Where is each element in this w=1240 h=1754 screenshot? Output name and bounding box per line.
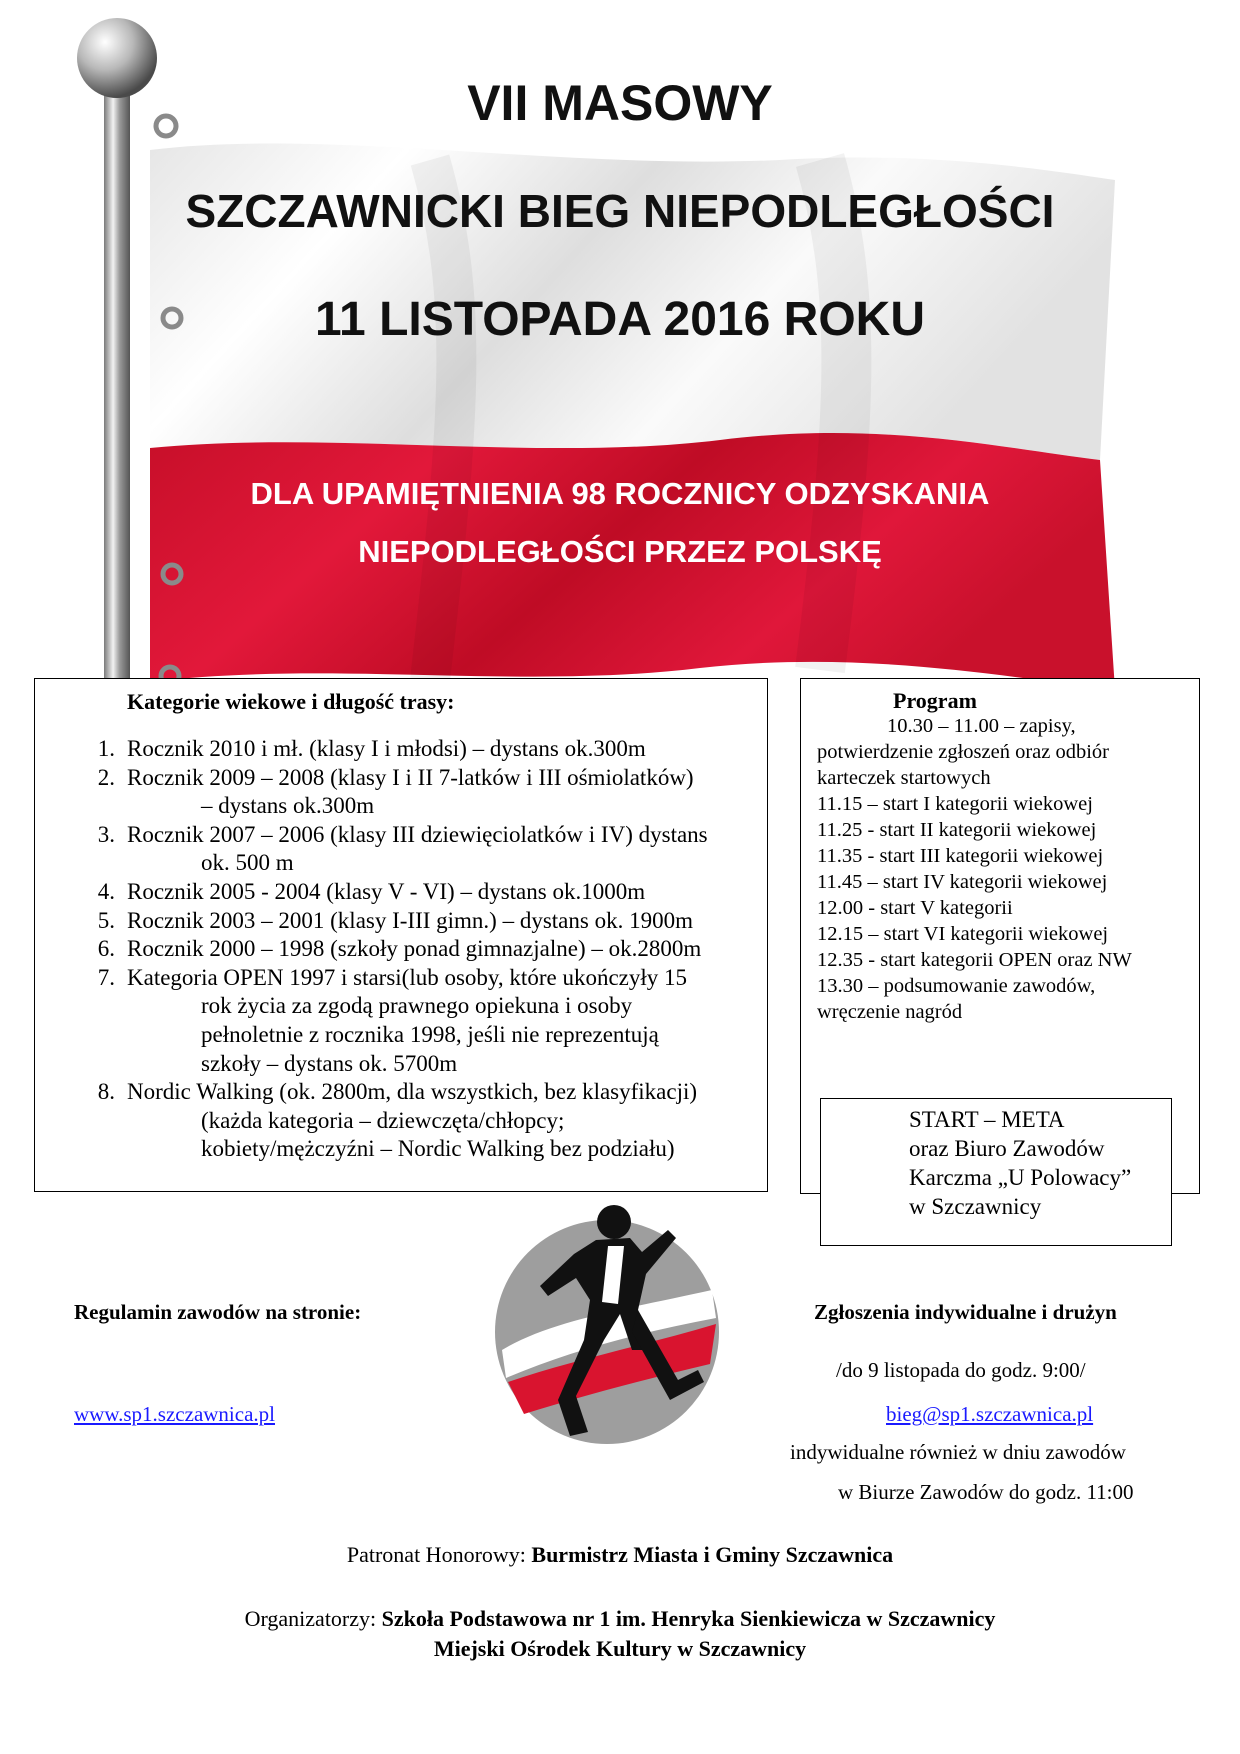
list-item [35, 821, 753, 878]
list-item [35, 907, 753, 936]
start-meta-box [820, 1098, 1172, 1246]
list-item [35, 935, 753, 964]
list-item-text: pełnoletnie z rocznika 1998, jeśli nie reprezentują [201, 1021, 659, 1047]
program-line: 12.00 - start V kategorii [817, 897, 1013, 919]
list-item-text: Rocznik 2009 – 2008 (klasy I i II 7-latków i III ośmiolatków) [127, 764, 694, 790]
list-item-number: 2. [97, 764, 115, 790]
organizatorzy-prefix: Organizatorzy: [244, 1606, 382, 1631]
program-heading: Program [893, 688, 977, 713]
list-item-text: rok życia za zgodą prawnego opiekuna i osoby [201, 993, 633, 1019]
list-item-text: ok. 500 m [201, 850, 294, 876]
list-item-number: 7. [97, 964, 115, 990]
list-item [35, 964, 753, 1078]
patronat-line [0, 1542, 1240, 1568]
regulamin-label: Regulamin zawodów na stronie: [74, 1300, 362, 1324]
start-meta-line: Karczma „U Polowacy” [909, 1165, 1132, 1190]
program-line: 11.45 – start IV kategorii wiekowej [817, 871, 1108, 893]
organizatorzy-school: Szkoła Podstawowa nr 1 im. Henryka Sienkiewicza w Szczawnicy [381, 1606, 996, 1631]
list-item [35, 1078, 753, 1164]
patronat-prefix: Patronat Honorowy: [346, 1542, 532, 1567]
list-item-text: Kategoria OPEN 1997 i starsi(lub osoby, które ukończyły 15 [127, 964, 687, 990]
list-item-text: Rocznik 2005 - 2004 (klasy V - VI) – dystans ok.1000m [127, 878, 646, 904]
program-line: 11.35 - start III kategorii wiekowej [817, 845, 1104, 867]
categories-box [34, 678, 768, 1192]
program-line: potwierdzenie zgłoszeń oraz odbiór [817, 741, 1110, 763]
program-line: karteczek startowych [817, 767, 991, 789]
zgloszenia-deadline: /do 9 listopada do godz. 9:00/ [836, 1358, 1086, 1382]
headline-edition: VII MASOWY [467, 75, 773, 131]
subtitle-line-2: NIEPODLEGŁOŚCI PRZEZ POLSKĘ [358, 534, 882, 569]
list-item-number: 3. [97, 821, 115, 847]
list-item-text: kobiety/mężczyźni – Nordic Walking bez podziału) [201, 1136, 675, 1162]
program-line: wręczenie nagród [817, 1001, 963, 1023]
list-item-number: 1. [97, 736, 115, 761]
list-item-text: – dystans ok.300m [201, 793, 375, 819]
subtitle-line-1: DLA UPAMIĘTNIENIA 98 ROCZNICY ODZYSKANIA [250, 476, 990, 511]
list-item-text: Nordic Walking (ok. 2800m, dla wszystkich, bez klasyfikacji) [127, 1079, 698, 1105]
program-line: 12.35 - start kategorii OPEN oraz NW [817, 949, 1132, 971]
program-line: 12.15 – start VI kategorii wiekowej [817, 923, 1109, 945]
list-item [35, 735, 753, 764]
program-line: 11.25 - start II kategorii wiekowej [817, 819, 1097, 841]
list-item-text: Rocznik 2007 – 2006 (klasy III dziewięciolatków i IV) dystans [127, 821, 708, 847]
zgloszenia-line3: indywidualne również w dniu zawodów [790, 1440, 1126, 1464]
zgloszenia-line4: w Biurze Zawodów do godz. 11:00 [838, 1480, 1134, 1504]
list-item-number: 8. [97, 1079, 115, 1105]
organizatorzy-line-2: Miejski Ośrodek Kultury w Szczawnicy [433, 1636, 807, 1661]
start-meta-line: w Szczawnicy [909, 1194, 1042, 1219]
categories-heading: Kategorie wiekowe i długość trasy: [127, 689, 455, 714]
list-item-text: Rocznik 2003 – 2001 (klasy I-III gimn.) – dystans ok. 1900m [127, 907, 693, 933]
headline-date: 11 LISTOPADA 2016 ROKU [315, 293, 925, 346]
program-line: 10.30 – 11.00 – zapisy, [887, 715, 1076, 737]
zgloszenia-label: Zgłoszenia indywidualne i drużyn [814, 1300, 1117, 1324]
list-item-number: 6. [97, 936, 115, 962]
program-list [817, 713, 1199, 1025]
start-meta-line: oraz Biuro Zawodów [909, 1136, 1105, 1161]
runner-logo [492, 1200, 722, 1450]
list-item-text: Rocznik 2010 i mł. (klasy I i młodsi) – dystans ok.300m [127, 736, 646, 761]
categories-list [35, 735, 753, 1164]
start-meta-line: START – META [909, 1107, 1065, 1132]
list-item-text: Rocznik 2000 – 1998 (szkoły ponad gimnazjalne) – ok.2800m [127, 936, 702, 962]
zgloszenia-email-link[interactable]: bieg@sp1.szczawnica.pl [886, 1402, 1094, 1426]
list-item-text: szkoły – dystans ok. 5700m [201, 1050, 458, 1076]
program-line: 11.15 – start I kategorii wiekowej [817, 793, 1093, 815]
headline-event-name: SZCZAWNICKI BIEG NIEPODLEGŁOŚCI [185, 185, 1055, 237]
list-item-number: 4. [97, 878, 115, 904]
patronat-name: Burmistrz Miasta i Gminy Szczawnica [531, 1542, 894, 1567]
program-line: 13.30 – podsumowanie zawodów, [817, 975, 1096, 997]
regulamin-link[interactable]: www.sp1.szczawnica.pl [74, 1402, 275, 1426]
list-item [35, 764, 753, 821]
list-item-number: 5. [97, 907, 115, 933]
organizatorzy-line-1 [0, 1606, 1240, 1632]
list-item-text: (każda kategoria – dziewczęta/chłopcy; [201, 1107, 565, 1133]
list-item [35, 878, 753, 907]
flag-pole [104, 80, 130, 690]
